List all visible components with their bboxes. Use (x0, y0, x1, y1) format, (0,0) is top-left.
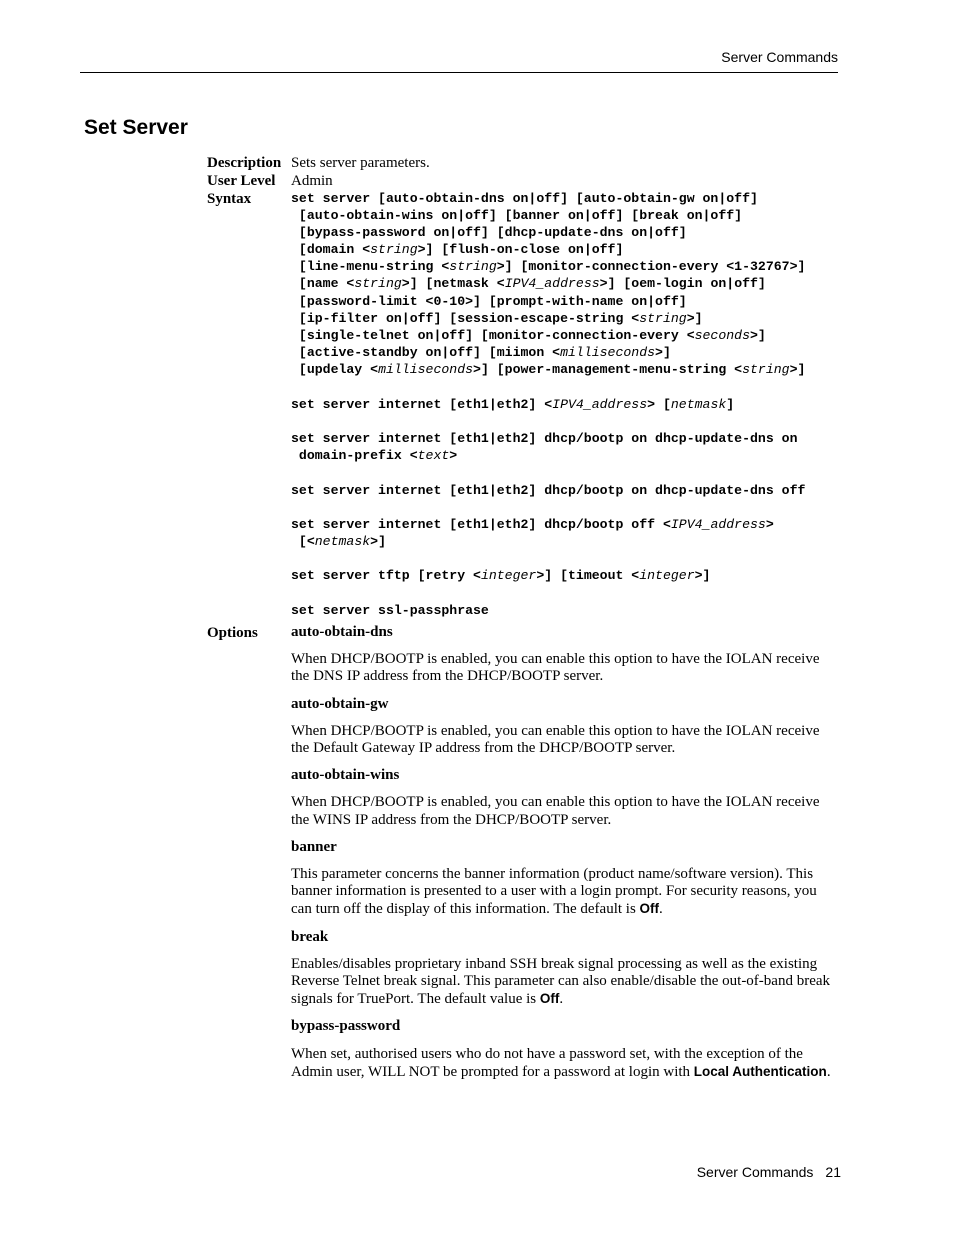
syntax-text: set server [auto-obtain-dns on|off] [auto-obtain-gw on|off] (291, 191, 758, 206)
syntax-placeholder: string (370, 242, 418, 258)
syntax-block (291, 567, 710, 584)
syntax-text: >] (789, 361, 806, 377)
syntax-text: >] [flush-on-close on|off] (417, 242, 624, 258)
syntax-text: set server tftp [retry < (291, 568, 481, 583)
syntax-text: [bypass-password on|off] [dhcp-update-dns on|off] (291, 225, 687, 241)
syntax-placeholder: string (354, 276, 402, 292)
syntax-text: >] (694, 568, 711, 583)
syntax-placeholder: milliseconds (378, 361, 474, 377)
running-header: Server Commands (721, 49, 838, 65)
syntax-text: >] (655, 344, 671, 360)
option-description: When DHCP/BOOTP is enabled, you can enable this option to have the IOLAN receive the DNS IP address from the DHCP/BOOTP server. (291, 651, 820, 685)
syntax-text: >] [monitor-connection-every <1-32767>] (496, 259, 806, 275)
syntax-block (291, 396, 734, 413)
syntax-text: >] [timeout < (536, 568, 640, 583)
syntax-text: [< (291, 534, 315, 550)
option-default-value: Off (639, 901, 660, 917)
syntax-text: >] (686, 310, 703, 326)
syntax-text: [active-standby on|off] [miimon < (291, 344, 561, 360)
options-label: Options (207, 625, 258, 641)
syntax-text: [ip-filter on|off] [session-escape-string < (291, 310, 640, 326)
option-name: auto-obtain-dns (291, 624, 393, 640)
description-text: Sets server parameters. (291, 155, 430, 171)
syntax-text: > [ (647, 397, 671, 412)
syntax-text: [password-limit <0-10>] [prompt-with-name on|off] (291, 293, 687, 309)
header-rule (80, 72, 838, 73)
syntax-placeholder: netmask (314, 534, 371, 550)
option-name: break (291, 928, 329, 945)
syntax-text: [line-menu-string < (291, 259, 450, 275)
option-description: When DHCP/BOOTP is enabled, you can enable this option to have the IOLAN receive the Default Gateway IP address from the DHCP/BOOTP server. (291, 722, 820, 757)
options-list (291, 624, 839, 1091)
syntax-placeholder: seconds (694, 327, 751, 343)
syntax-placeholder: milliseconds (560, 344, 656, 360)
syntax-text: >] (370, 534, 386, 550)
syntax-text: >] [oem-login on|off] (599, 276, 766, 292)
syntax-placeholder: IPV4_address (670, 517, 766, 532)
syntax-block (291, 602, 489, 619)
syntax-placeholder: integer (639, 568, 695, 583)
syntax-block (291, 190, 805, 378)
syntax-text: > (449, 448, 458, 464)
syntax-placeholder: IPV4_address (504, 276, 600, 292)
option-name: auto-obtain-gw (291, 695, 389, 712)
option-default-value: Off (539, 991, 560, 1007)
syntax-placeholder: string (639, 310, 687, 326)
syntax-block (291, 482, 805, 499)
syntax-text: set server internet [eth1|eth2] dhcp/bootp on dhcp-update-dns on (291, 431, 798, 446)
option-name: banner (291, 838, 337, 855)
syntax-text: [single-telnet on|off] [monitor-connection-every < (291, 327, 695, 343)
syntax-text: set server internet [eth1|eth2] < (291, 397, 553, 412)
syntax-text: ] (726, 397, 735, 412)
syntax-placeholder: netmask (670, 397, 727, 412)
user-level-label: User Level (207, 173, 276, 189)
syntax-text: >] (750, 327, 766, 343)
syntax-text: set server internet [eth1|eth2] dhcp/bootp on dhcp-update-dns off (291, 483, 806, 498)
option-description: Enables/disables proprietary inband SSH break signal processing as well as the existing Reverse Telnet break signal. This parameter can also enable/disable the out-of-band break signals for TruePort. The default value is Off. (291, 955, 831, 1008)
syntax-text: [domain < (291, 242, 371, 258)
syntax-text: >] [netmask < (401, 276, 505, 292)
syntax-text: > (765, 517, 774, 532)
syntax-text: [auto-obtain-wins on|off] [banner on|off] [break on|off] (291, 208, 743, 224)
syntax-text: [updelay < (291, 361, 379, 377)
page-title: Set Server (84, 116, 188, 139)
option-description: When DHCP/BOOTP is enabled, you can enable this option to have the IOLAN receive the WINS IP address from the DHCP/BOOTP server. (291, 794, 820, 828)
syntax-text: [name < (291, 276, 355, 292)
syntax-label: Syntax (207, 191, 252, 207)
syntax-placeholder: string (742, 361, 790, 377)
syntax-text: >] [power-management-menu-string < (473, 361, 743, 377)
syntax-text: set server internet [eth1|eth2] dhcp/bootp off < (291, 517, 671, 532)
option-name: auto-obtain-wins (291, 767, 400, 784)
syntax-block (291, 516, 774, 550)
option-default-value: Local Authentication (693, 1063, 827, 1079)
page-footer (697, 1164, 841, 1180)
user-level-value: Admin (291, 173, 333, 189)
page-number: 21 (825, 1164, 841, 1180)
syntax-block (291, 430, 797, 464)
syntax-placeholder: string (449, 259, 497, 275)
syntax-placeholder: IPV4_address (552, 397, 648, 412)
description-label: Description (207, 155, 282, 171)
option-description: This parameter concerns the banner information (product name/software version). This banner information is presented to a user with a login prompt. For security reasons, you can turn off the display of this information. The default is Off. (291, 866, 817, 918)
syntax-placeholder: integer (480, 568, 537, 583)
syntax-placeholder: text (417, 448, 450, 464)
syntax-text: domain-prefix < (291, 448, 418, 464)
option-description: When set, authorised users who do not have a password set, with the exception of the Admin user, WILL NOT be prompted for a password at login with Local Authentication. (291, 1045, 831, 1080)
footer-section: Server Commands (696, 1164, 814, 1180)
option-name: bypass-password (291, 1018, 401, 1035)
syntax-text: set server ssl-passphrase (291, 603, 489, 618)
